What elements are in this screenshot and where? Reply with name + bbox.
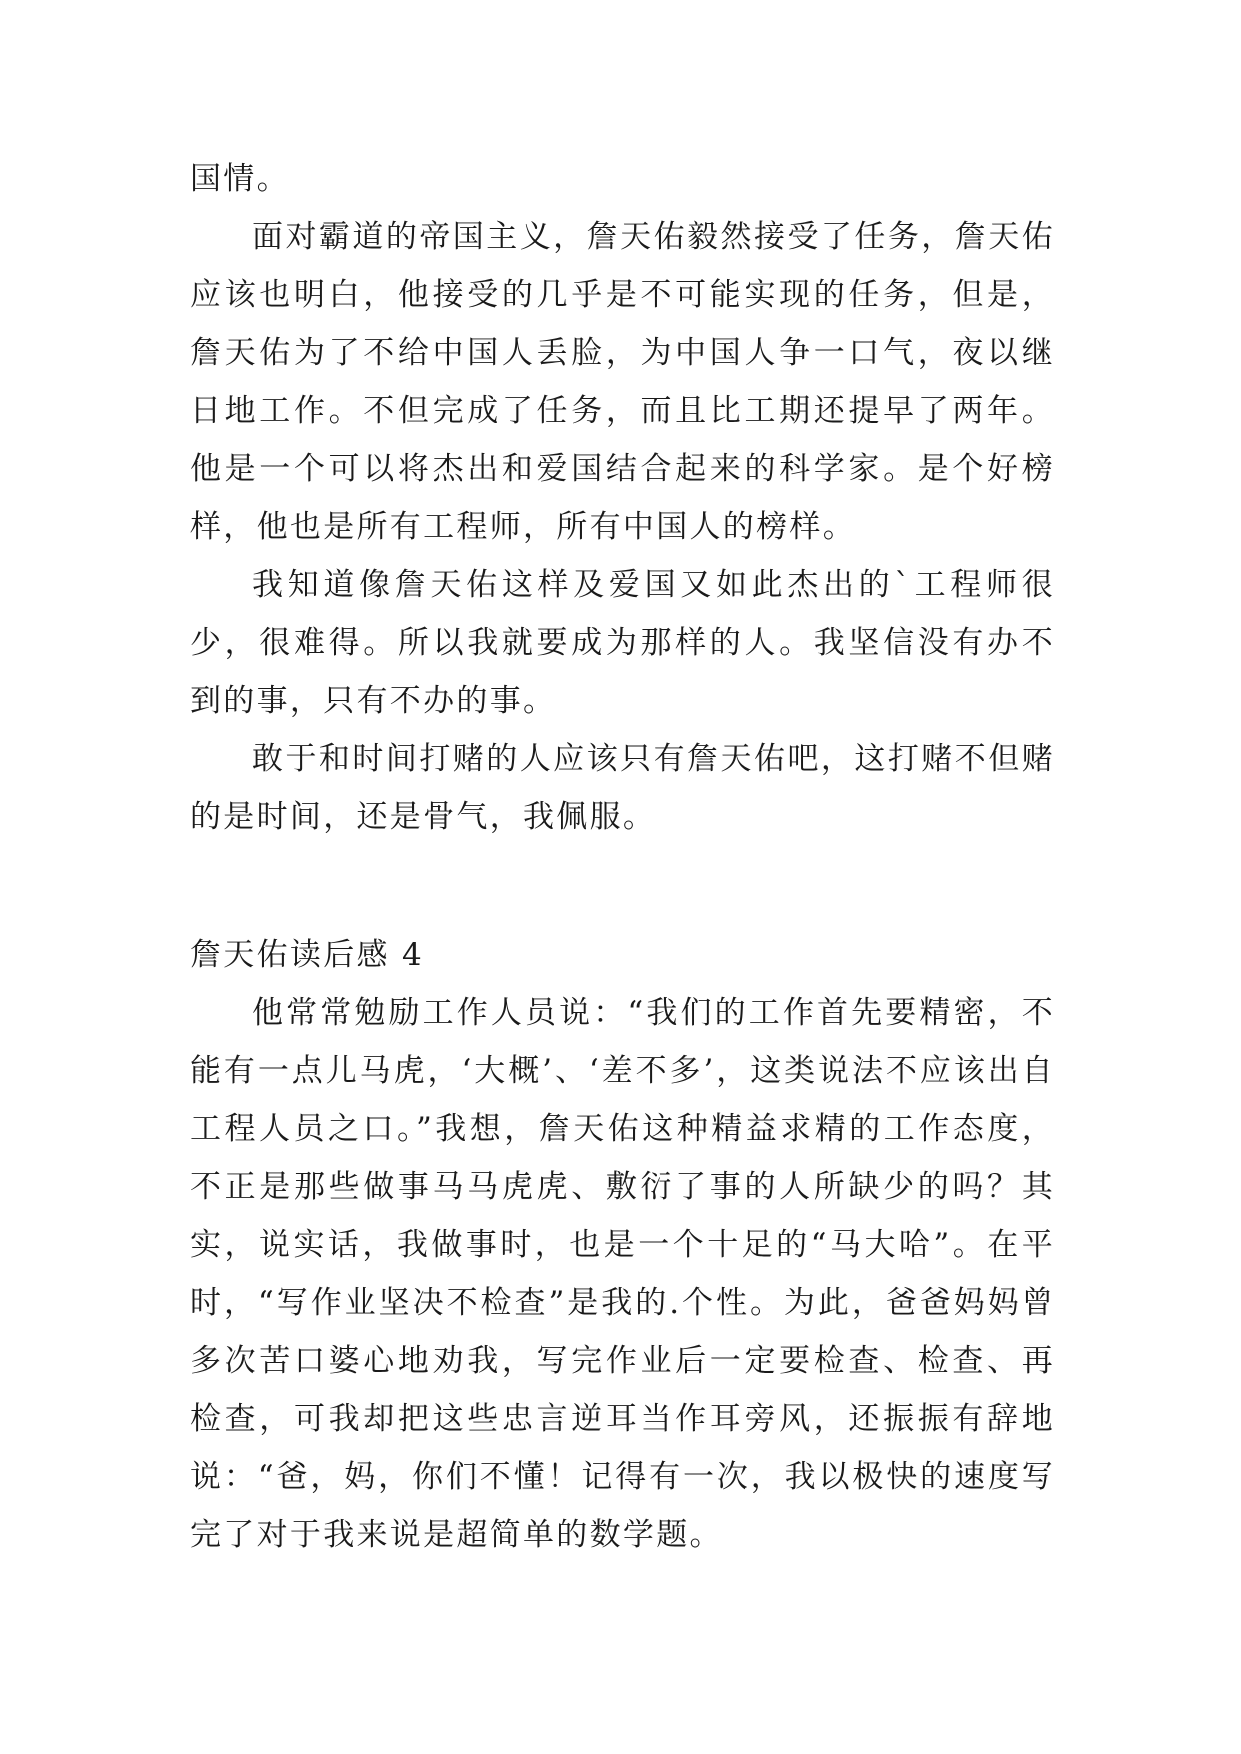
section-heading: 詹天佑读后感 4 bbox=[190, 937, 424, 973]
paragraph: 敢于和时间打赌的人应该只有詹天佑吧，这打赌不但赌的是时间，还是骨气，我佩服。 bbox=[190, 741, 1055, 835]
document-body bbox=[190, 150, 1055, 1564]
paragraph: 我知道像詹天佑这样及爱国又如此杰出的`工程师很少，很难得。所以我就要成为那样的人。我坚信没有办不到的事，只有不办的事。 bbox=[190, 567, 1055, 719]
paragraph-continuation: 国情。 bbox=[190, 161, 290, 197]
paragraph: 他常常勉励工作人员说：“我们的工作首先要精密，不能有一点儿马虎，‘大概’、‘差不多’，这类说法不应该出自工程人员之口。”我想，詹天佑这种精益求精的工作态度，不正是那些做事马马虎虎、敷衍了事的人所缺少的吗？其实，说实话，我做事时，也是一个十足的“马大哈”。在平时，“写作业坚决不检查”是我的.个性。为此，爸爸妈妈曾多次苦口婆心地劝我，写完作业后一定要检查、检查、再检查，可我却把这些忠言逆耳当作耳旁风，还振振有辞地说：“爸，妈，你们不懂！记得有一次，我以极快的速度写完了对于我来说是超简单的数学题。 bbox=[190, 995, 1055, 1553]
paragraph: 面对霸道的帝国主义，詹天佑毅然接受了任务，詹天佑应该也明白，他接受的几乎是不可能实现的任务，但是，詹天佑为了不给中国人丢脸，为中国人争一口气，夜以继日地工作。不但完成了任务，而且比工期还提早了两年。他是一个可以将杰出和爱国结合起来的科学家。是个好榜样，他也是所有工程师，所有中国人的榜样。 bbox=[190, 219, 1055, 545]
